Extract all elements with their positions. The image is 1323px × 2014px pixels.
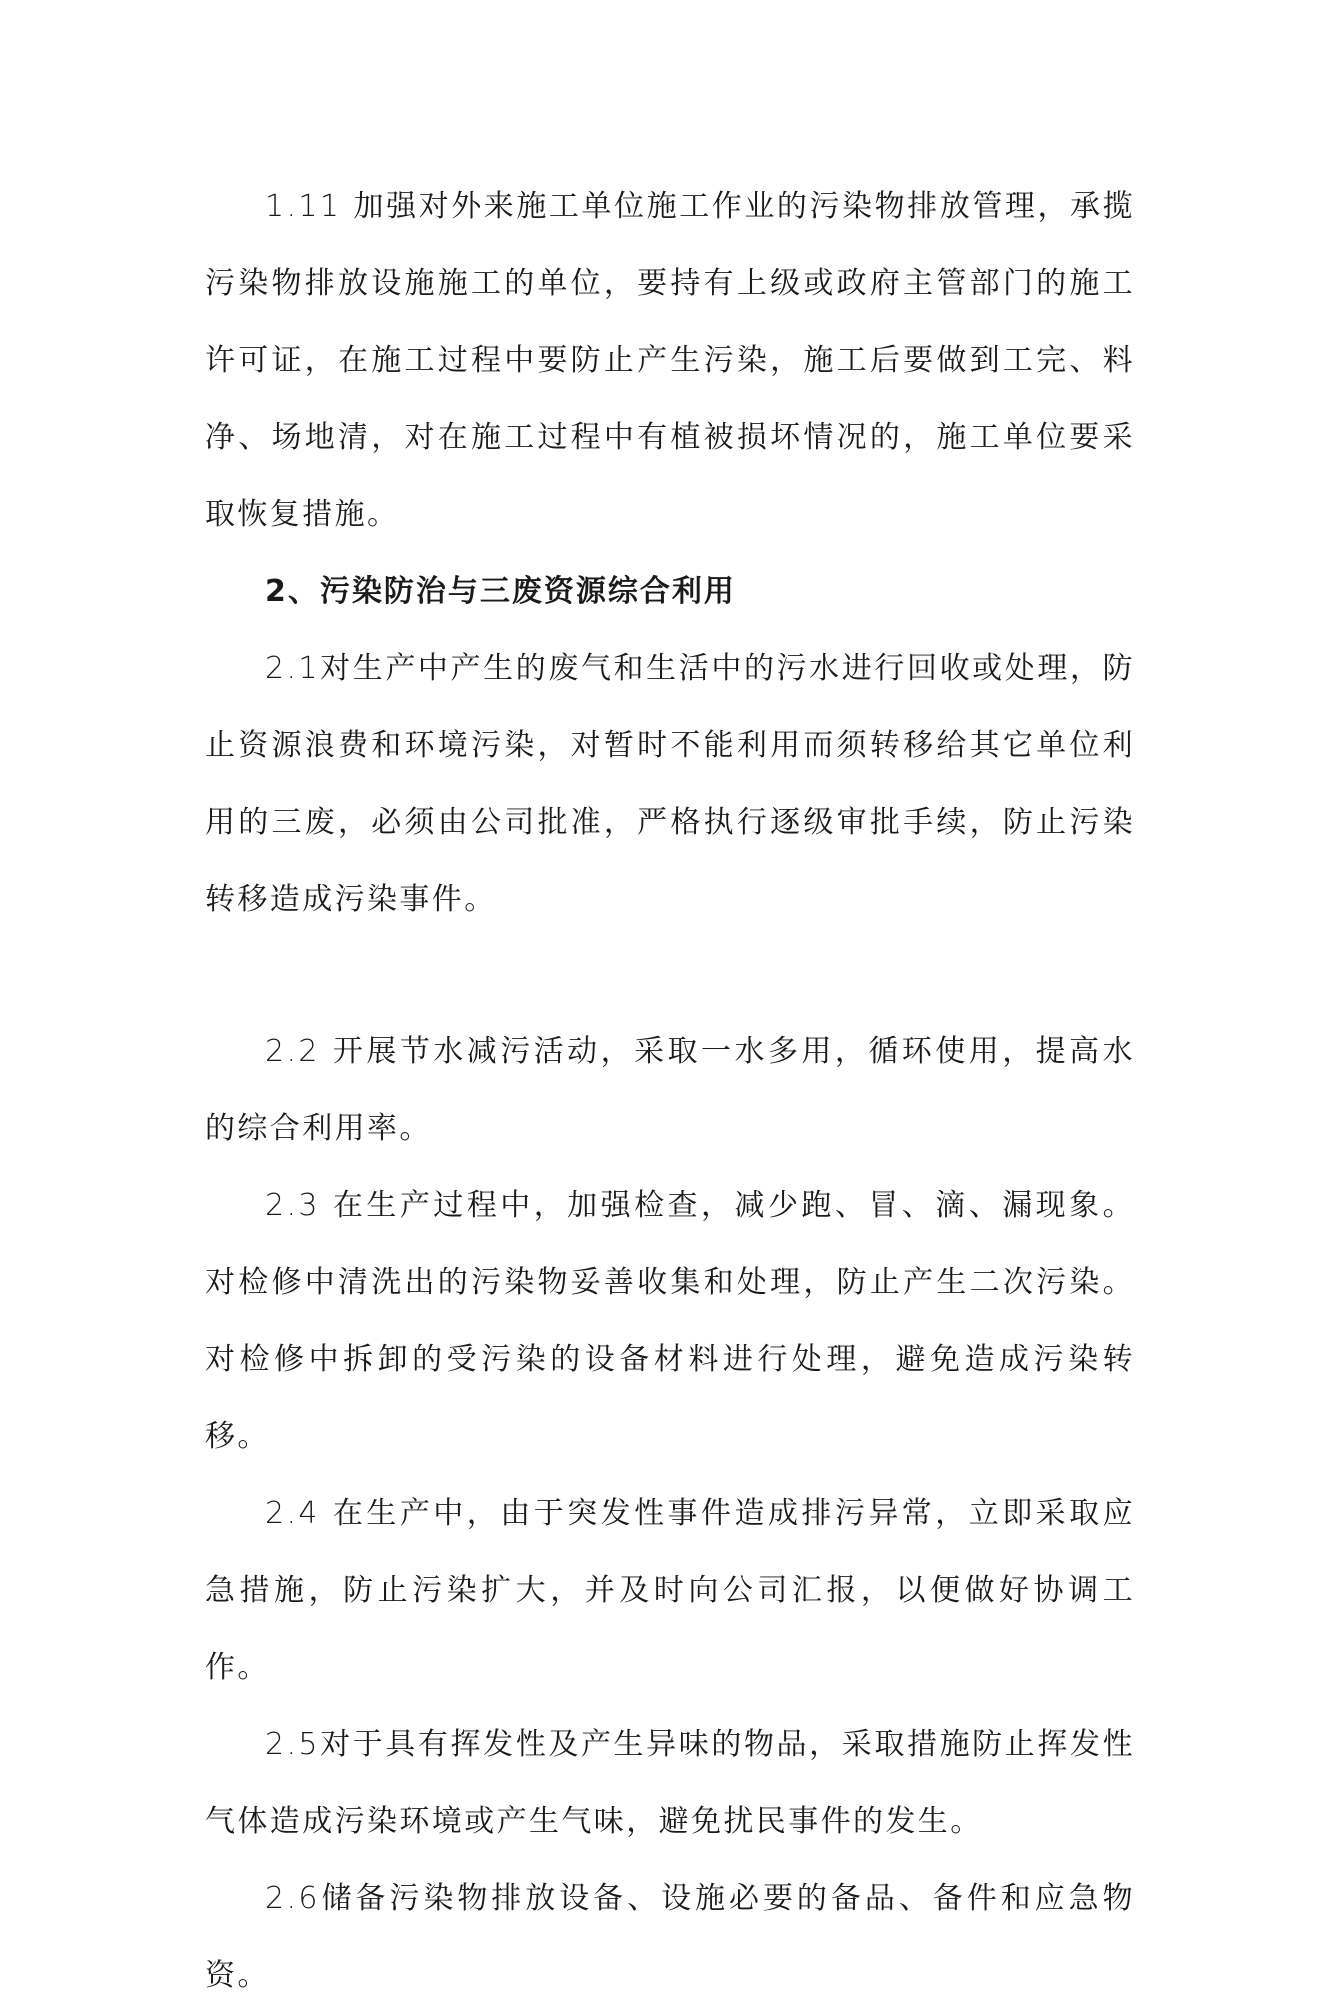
document-body (205, 168, 1135, 2014)
section-heading-2: 2、污染防治与三废资源综合利用 (265, 574, 736, 609)
paragraph-2-3: 2.3 在生产过程中，加强检查，减少跑、冒、滴、漏现象。对检修中清洗出的污染物妥善收集和处理，防止产生二次污染。对检修中拆卸的受污染的设备材料进行处理，避免造成污染转移。 (205, 1188, 1135, 1454)
paragraph-1-11: 1.11 加强对外来施工单位施工作业的污染物排放管理，承揽污染物排放设施施工的单位，要持有上级或政府主管部门的施工许可证，在施工过程中要防止产生污染，施工后要做到工完、料净、场地清，对在施工过程中有植被损坏情况的，施工单位要采取恢复措施。 (205, 189, 1135, 532)
paragraph-2-4: 2.4 在生产中，由于突发性事件造成排污异常，立即采取应急措施，防止污染扩大，并及时向公司汇报，以便做好协调工作。 (205, 1496, 1135, 1685)
paragraph-2-5: 2.5对于具有挥发性及产生异味的物品，采取措施防止挥发性气体造成污染环境或产生气味，避免扰民事件的发生。 (205, 1727, 1135, 1839)
paragraph-2-2: 2.2 开展节水减污活动，采取一水多用，循环使用，提高水的综合利用率。 (205, 1034, 1135, 1146)
paragraph-spacer (205, 938, 1135, 1013)
paragraph-2-6: 2.6储备污染物排放设备、设施必要的备品、备件和应急物资。 (205, 1881, 1135, 1993)
paragraph-2-1: 2.1对生产中产生的废气和生活中的污水进行回收或处理，防止资源浪费和环境污染，对暂时不能利用而须转移给其它单位利用的三废，必须由公司批准，严格执行逐级审批手续，防止污染转移造成污染事件。 (205, 651, 1135, 917)
